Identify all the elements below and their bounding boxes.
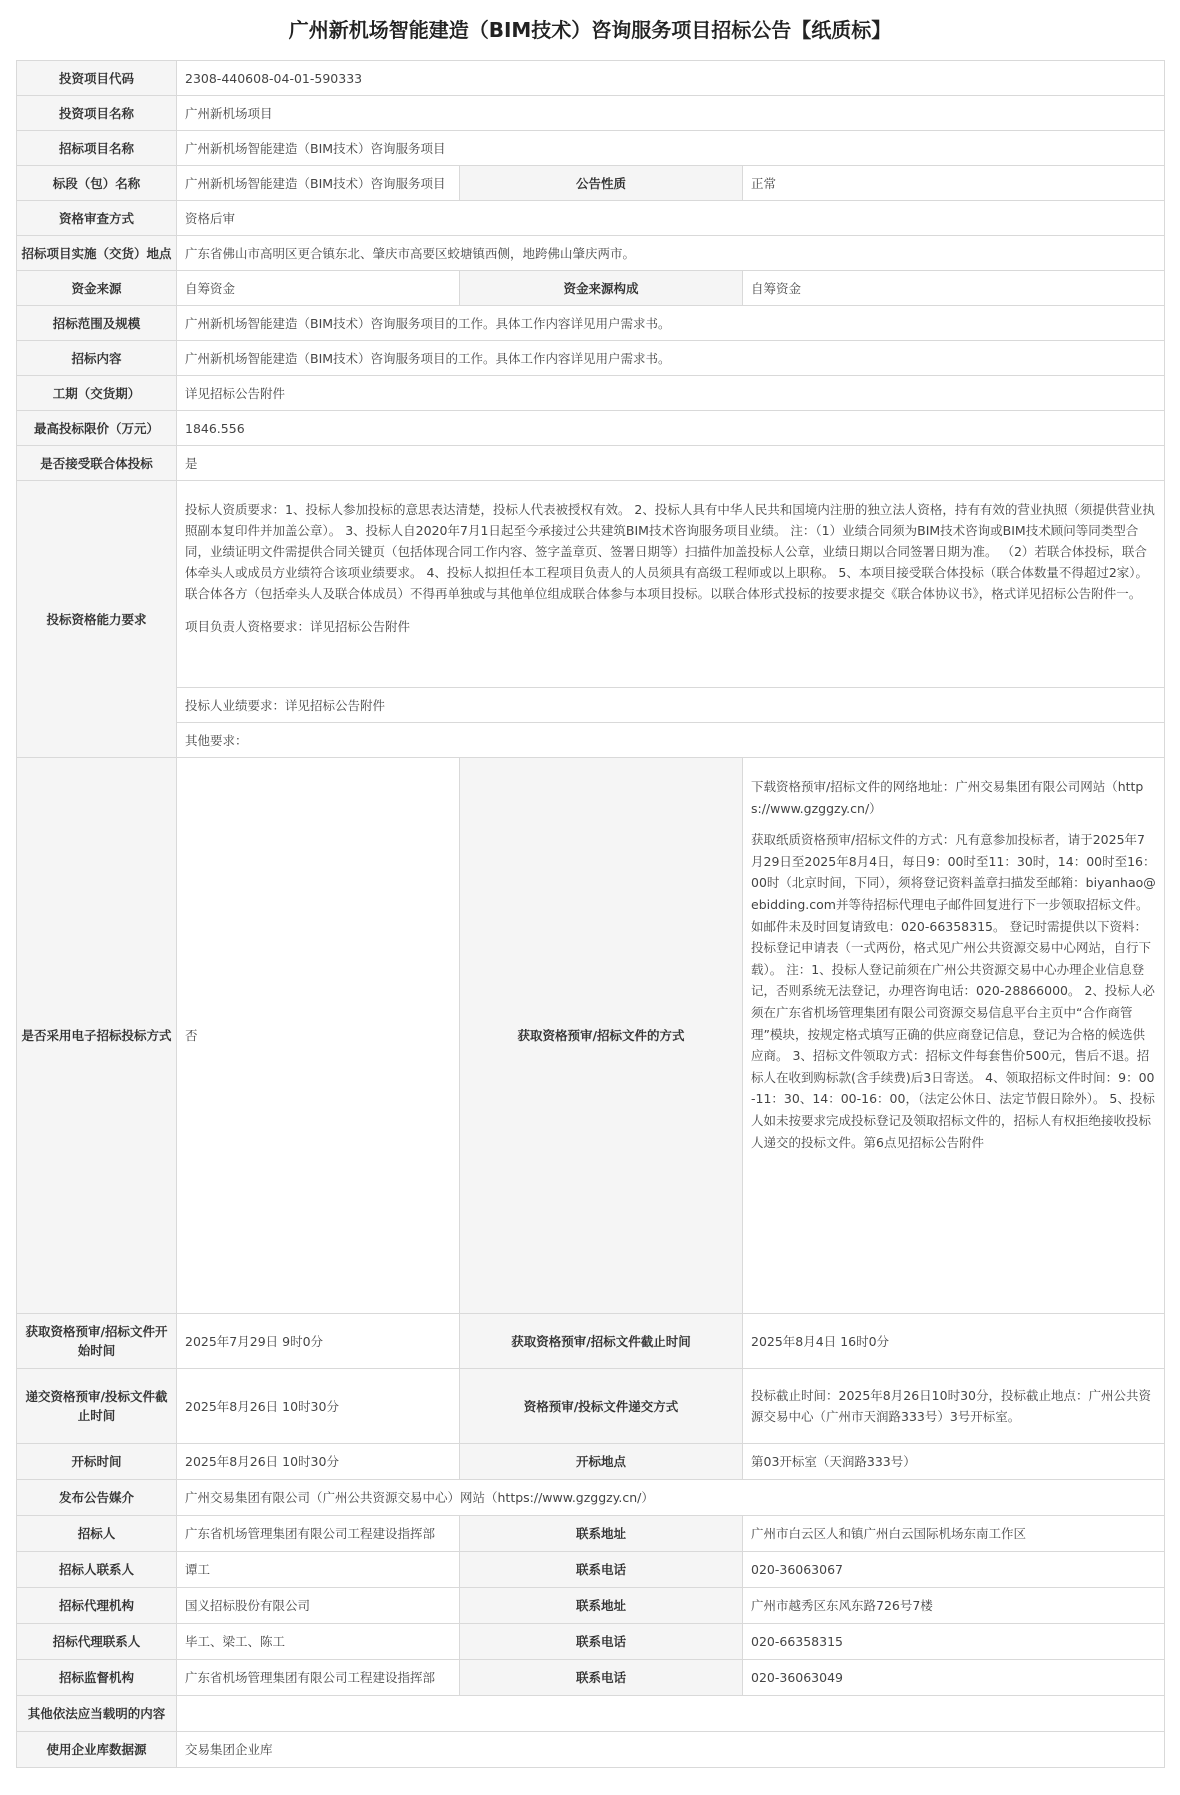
value-obtain-start: 2025年7月29日 9时0分 <box>177 1314 460 1369</box>
value-section-name: 广州新机场智能建造（BIM技术）咨询服务项目 <box>177 166 460 201</box>
label-obtain-end: 获取资格预审/招标文件截止时间 <box>460 1314 743 1369</box>
value-opening-place: 第03开标室（天润路333号） <box>743 1444 1165 1480</box>
row-agency-contact <box>17 1624 1165 1660</box>
value-location: 广东省佛山市高明区更合镇东北、肇庆市高要区蛟塘镇西侧，地跨佛山肇庆两市。 <box>177 236 1165 271</box>
label-fund-composition: 资金来源构成 <box>460 271 743 306</box>
label-supervisor: 招标监督机构 <box>17 1660 177 1696</box>
label-opening-time: 开标时间 <box>17 1444 177 1480</box>
value-agency-address: 广州市越秀区东风东路726号7楼 <box>743 1588 1165 1624</box>
label-media: 发布公告媒介 <box>17 1480 177 1516</box>
label-other-content: 其他依法应当载明的内容 <box>17 1696 177 1732</box>
row-qualification-main <box>17 481 1165 688</box>
row-qualification-review <box>17 201 1165 236</box>
label-submit-deadline: 递交资格预审/投标文件截止时间 <box>17 1369 177 1444</box>
value-consortium: 是 <box>177 446 1165 481</box>
download-address-text: 下载资格预审/招标文件的网络地址：广州交易集团有限公司网站（https://www.gzggzy.cn/） <box>751 779 1144 816</box>
row-supervisor <box>17 1660 1165 1696</box>
label-project-code: 投资项目代码 <box>17 61 177 96</box>
value-project-name: 广州新机场项目 <box>177 96 1165 131</box>
value-scope: 广州新机场智能建造（BIM技术）咨询服务项目的工作。具体工作内容详见用户需求书。 <box>177 306 1165 341</box>
label-project-name: 投资项目名称 <box>17 96 177 131</box>
label-electronic: 是否采用电子招标投标方式 <box>17 758 177 1314</box>
value-supervisor: 广东省机场管理集团有限公司工程建设指挥部 <box>177 1660 460 1696</box>
label-tenderer-contact: 招标人联系人 <box>17 1552 177 1588</box>
label-tenderer-phone: 联系电话 <box>460 1552 743 1588</box>
label-qualification-review: 资格审查方式 <box>17 201 177 236</box>
row-obtain-time <box>17 1314 1165 1369</box>
label-agency-contact: 招标代理联系人 <box>17 1624 177 1660</box>
value-qualification-main <box>177 481 1165 688</box>
label-fund-source: 资金来源 <box>17 271 177 306</box>
label-period: 工期（交货期） <box>17 376 177 411</box>
value-tenderer: 广东省机场管理集团有限公司工程建设指挥部 <box>177 1516 460 1552</box>
row-section-name <box>17 166 1165 201</box>
row-project-name <box>17 96 1165 131</box>
label-tender-project-name: 招标项目名称 <box>17 131 177 166</box>
row-tenderer <box>17 1516 1165 1552</box>
row-qualification-performance <box>17 688 1165 723</box>
bidder-requirement: 投标人资质要求：1、投标人参加投标的意思表达清楚，投标人代表被授权有效。 2、投标人具有中华人民共和国境内注册的独立法人资格，持有有效的营业执照（须提供营业执照副本复印件并加盖公章）。 3、投标人自2020年7月1日起至今承接过公共建筑BIM技术咨询服务项目业绩。 注：（1）业绩合同须为BIM技术咨询或BIM技术顾问等同类型合同，业绩证明文件需提供合同关键页（包括体现合同工作内容、签字盖章页、签署日期等）扫描件加盖投标人公章，业绩日期以合同签署日期为准。 （2）若联合体投标，联合体牵头人或成员方业绩符合该项业绩要求。 4、投标人拟担任本工程项目负责人的人员须具有高级工程师或以上职称。 5、本项目接受联合体投标（联合体数量不得超过2家）。联合体各方（包括牵头人及联合体成员）不得再单独或与其他单位组成联合体参与本项目投标。以联合体形式投标的按要求提交《联合体协议书》，格式详见招标公告附件一。 <box>185 502 1155 601</box>
page-title: 广州新机场智能建造（BIM技术）咨询服务项目招标公告【纸质标】 <box>288 18 892 42</box>
row-tender-project-name <box>17 131 1165 166</box>
value-content: 广州新机场智能建造（BIM技术）咨询服务项目的工作。具体工作内容详见用户需求书。 <box>177 341 1165 376</box>
value-notice-nature: 正常 <box>743 166 1165 201</box>
label-location: 招标项目实施（交货）地点 <box>17 236 177 271</box>
row-period <box>17 376 1165 411</box>
value-tenderer-address: 广州市白云区人和镇广州白云国际机场东南工作区 <box>743 1516 1165 1552</box>
row-other-content <box>17 1696 1165 1732</box>
label-consortium: 是否接受联合体投标 <box>17 446 177 481</box>
label-agency-address: 联系地址 <box>460 1588 743 1624</box>
label-qualification: 投标资格能力要求 <box>17 481 177 758</box>
label-scope: 招标范围及规模 <box>17 306 177 341</box>
label-tenderer-address: 联系地址 <box>460 1516 743 1552</box>
value-submit-deadline: 2025年8月26日 10时30分 <box>177 1369 460 1444</box>
value-qualification-review: 资格后审 <box>177 201 1165 236</box>
label-tenderer: 招标人 <box>17 1516 177 1552</box>
value-supervisor-phone: 020-36063049 <box>743 1660 1165 1696</box>
label-agency: 招标代理机构 <box>17 1588 177 1624</box>
label-obtain-method: 获取资格预审/招标文件的方式 <box>460 758 743 1314</box>
manager-requirement: 项目负责人资格要求：详见招标公告附件 <box>185 619 411 634</box>
value-data-source: 交易集团企业库 <box>177 1732 1165 1768</box>
label-section-name: 标段（包）名称 <box>17 166 177 201</box>
label-content: 招标内容 <box>17 341 177 376</box>
value-tender-project-name: 广州新机场智能建造（BIM技术）咨询服务项目 <box>177 131 1165 166</box>
row-fund-source <box>17 271 1165 306</box>
label-agency-phone: 联系电话 <box>460 1624 743 1660</box>
row-opening <box>17 1444 1165 1480</box>
row-scope <box>17 306 1165 341</box>
value-obtain-end: 2025年8月4日 16时0分 <box>743 1314 1165 1369</box>
value-submit-method: 投标截止时间：2025年8月26日10时30分，投标截止地点：广州公共资源交易中心（广州市天润路333号）3号开标室。 <box>743 1369 1165 1444</box>
value-obtain-method <box>743 758 1165 1314</box>
value-period: 详见招标公告附件 <box>177 376 1165 411</box>
row-max-price <box>17 411 1165 446</box>
label-supervisor-phone: 联系电话 <box>460 1660 743 1696</box>
label-max-price: 最高投标限价（万元） <box>17 411 177 446</box>
value-electronic: 否 <box>177 758 460 1314</box>
value-project-code: 2308-440608-04-01-590333 <box>177 61 1165 96</box>
value-media: 广州交易集团有限公司（广州公共资源交易中心）网站（https://www.gzggzy.cn/） <box>177 1480 1165 1516</box>
label-obtain-start: 获取资格预审/招标文件开始时间 <box>17 1314 177 1369</box>
row-location <box>17 236 1165 271</box>
value-other-content <box>177 1696 1165 1732</box>
row-consortium <box>17 446 1165 481</box>
value-performance-requirement: 投标人业绩要求：详见招标公告附件 <box>177 688 1165 723</box>
row-project-code <box>17 61 1165 96</box>
label-submit-method: 资格预审/投标文件递交方式 <box>460 1369 743 1444</box>
row-media <box>17 1480 1165 1516</box>
row-qualification-other <box>17 723 1165 758</box>
row-electronic <box>17 758 1165 1314</box>
row-tenderer-contact <box>17 1552 1165 1588</box>
value-fund-source: 自筹资金 <box>177 271 460 306</box>
announcement-table <box>16 60 1165 1768</box>
value-other-requirement: 其他要求： <box>177 723 1165 758</box>
value-agency-contact: 毕工、梁工、陈工 <box>177 1624 460 1660</box>
label-data-source: 使用企业库数据源 <box>17 1732 177 1768</box>
value-fund-composition: 自筹资金 <box>743 271 1165 306</box>
value-agency-phone: 020-66358315 <box>743 1624 1165 1660</box>
label-opening-place: 开标地点 <box>460 1444 743 1480</box>
obtain-paper-text: 获取纸质资格预审/招标文件的方式：凡有意参加投标者，请于2025年7月29日至2025年8月4日，每日9：00时至11：30时，14：00时至16：00时（北京时间，下同），须将登记资料盖章扫描发至邮箱：biyanhao@ebidding.com并等待招标代理电子邮件回复进行下一步领取招标文件。如邮件未及时回复请致电：020-66358315。 登记时需提供以下资料：投标登记申请表（一式两份，格式见广州公共资源交易中心网站，自行下载）。 注：1、投标人登记前须在广州公共资源交易中心办理企业信息登记，否则系统无法登记，办理咨询电话：020-28866000。 2、投标人必须在广东省机场管理集团有限公司资源交易信息平台主页中“合作商管理”模块，按规定格式填写正确的供应商登记信息，登记为合格的候选供应商。 3、招标文件领取方式：招标文件每套售价500元，售后不退。招标人在收到购标款(含手续费)后3日寄送。 4、领取招标文件时间：9：00-11：30、14：00-16：00，（法定公休日、法定节假日除外）。 5、投标人如未按要求完成投标登记及领取招标文件的，招标人有权拒绝接收投标人递交的投标文件。第6点见招标公告附件 <box>751 832 1156 1150</box>
row-data-source <box>17 1732 1165 1768</box>
value-agency: 国义招标股份有限公司 <box>177 1588 460 1624</box>
row-content <box>17 341 1165 376</box>
label-notice-nature: 公告性质 <box>460 166 743 201</box>
value-max-price: 1846.556 <box>177 411 1165 446</box>
row-submit <box>17 1369 1165 1444</box>
value-tenderer-phone: 020-36063067 <box>743 1552 1165 1588</box>
row-agency <box>17 1588 1165 1624</box>
value-opening-time: 2025年8月26日 10时30分 <box>177 1444 460 1480</box>
value-tenderer-contact: 谭工 <box>177 1552 460 1588</box>
